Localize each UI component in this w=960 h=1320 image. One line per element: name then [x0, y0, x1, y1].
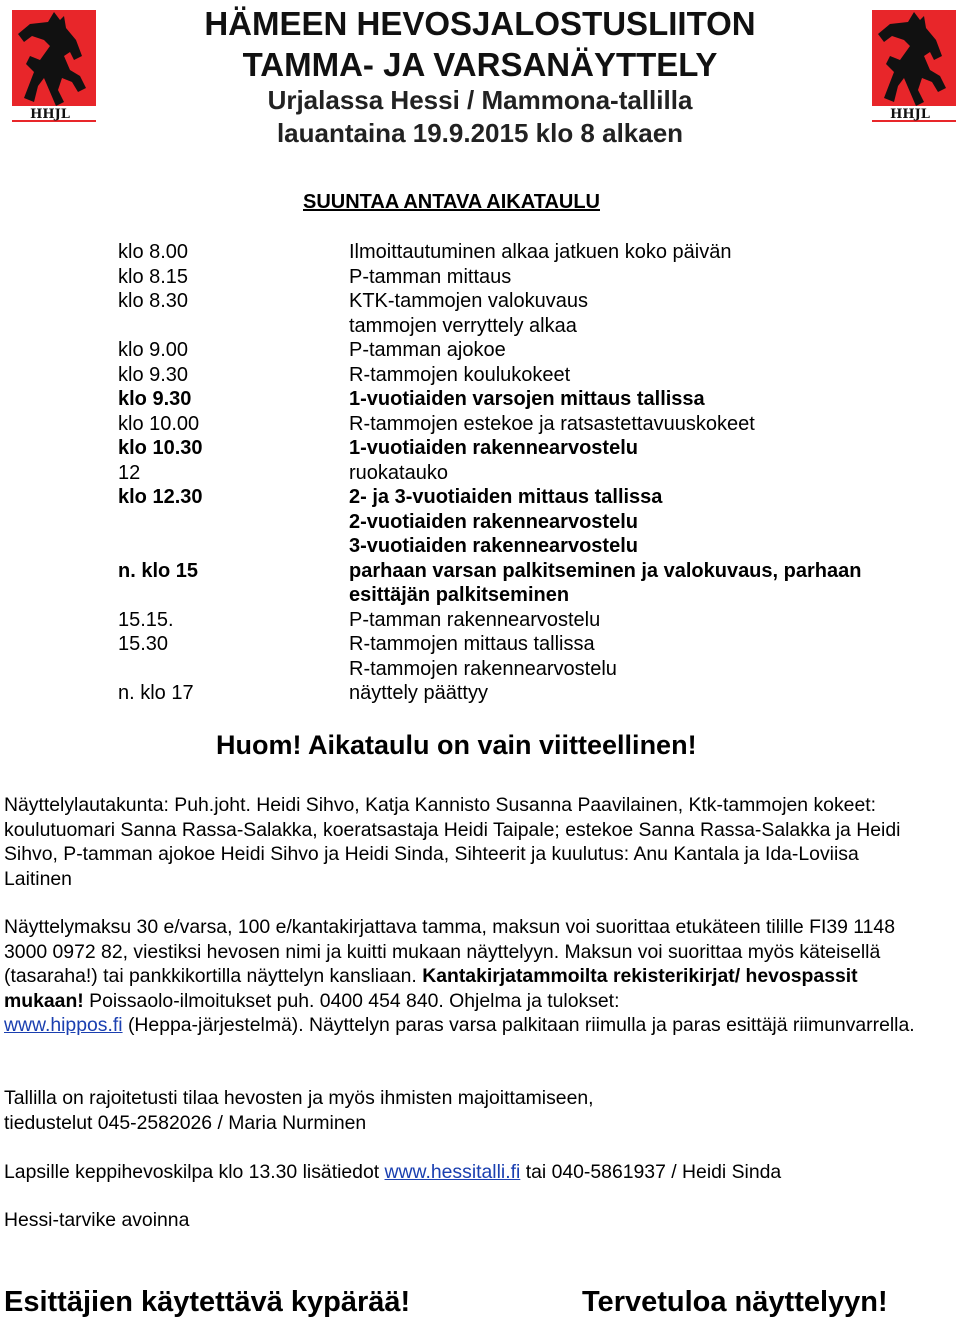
schedule-desc: parhaan varsan palkitseminen ja valokuvaus, parhaan esittäjän palkitseminen: [349, 559, 862, 606]
schedule-time: 15.15.: [118, 608, 174, 631]
hippos-link[interactable]: www.hippos.fi: [4, 1014, 123, 1036]
schedule-desc: ruokatauko: [349, 461, 448, 484]
schedule-time: klo 9.00: [118, 339, 189, 361]
schedule-desc: 3-vuotiaiden rakennearvostelu: [349, 535, 638, 557]
schedule-time: klo 8.30: [118, 290, 189, 312]
fee-text-1: Näyttelymaksu 30 e/varsa, 100 e/kantakirjattava tamma, maksun voi suorittaa etukäteen tilille FI39 1148 3000 0972 82, viestiksi hevosen nimi ja kuitti mukaan näyttelyyn. Maksun voi suorittaa myös käteisellä (tasaraha!) tai pankkikortilla näyttelyn kansliaan.: [4, 916, 895, 987]
event-date: lauantaina 19.9.2015 klo 8 alkaen: [276, 118, 684, 148]
schedule-desc: 2- ja 3-vuotiaiden mittaus tallissa: [349, 486, 663, 508]
shop-note: Hessi-tarvike avoinna: [4, 1209, 190, 1231]
schedule-row: [0, 534, 960, 559]
schedule-desc: 1-vuotiaiden varsojen mittaus tallissa: [349, 388, 705, 410]
schedule-row: [0, 559, 960, 608]
schedule-desc: P-tamman ajokoe: [349, 339, 506, 361]
schedule-desc: R-tammojen estekoe ja ratsastettavuuskokeet: [349, 412, 755, 435]
schedule-desc: R-tammojen rakennearvostelu: [349, 657, 617, 680]
welcome-text: Tervetuloa näyttelyyn!: [582, 1286, 888, 1318]
fee-text-3: (Heppa-järjestelmä). Näyttelyn paras varsa palkitaan riimulla ja paras esittäjä riimunvarrella.: [127, 1014, 915, 1036]
schedule-desc: tammojen verryttely alkaa: [349, 314, 577, 337]
schedule-time: n. klo 17: [118, 682, 194, 704]
schedule-time: klo 8.00: [118, 241, 189, 263]
schedule-row: [0, 387, 960, 412]
kids-text-1: Lapsille keppihevoskilpa klo 13.30 lisätiedot: [4, 1161, 380, 1183]
schedule-notice: Huom! Aikataulu on vain viitteellinen!: [216, 730, 697, 760]
schedule-time: klo 10.00: [118, 412, 200, 435]
schedule-list: [0, 240, 960, 706]
svg-text:HHJL: HHJL: [890, 107, 930, 122]
schedule-time: klo 10.30: [118, 437, 203, 459]
schedule-time: 12: [118, 461, 141, 484]
schedule-row: [0, 363, 960, 388]
schedule-desc: näyttely päättyy: [349, 682, 488, 704]
kids-text-2: tai 040-5861937 / Heidi Sinda: [525, 1161, 782, 1183]
schedule-desc: R-tammojen mittaus tallissa: [349, 633, 595, 655]
schedule-time: 15.30: [118, 633, 169, 655]
schedule-time: klo 12.30: [118, 486, 203, 508]
lodging-line-1: Tallilla on rajoitetusti tilaa hevosten ja myös ihmisten majoittamiseen,: [4, 1087, 594, 1109]
schedule-desc: 2-vuotiaiden rakennearvostelu: [349, 510, 638, 533]
title-line-2: TAMMA- JA VARSANÄYTTELY: [242, 46, 718, 83]
schedule-row: [0, 510, 960, 535]
jury-paragraph: Näyttelylautakunta: Puh.joht. Heidi Sihvo, Katja Kannisto Susanna Paavilainen, Ktk-tammojen kokeet: koulutuomari Sanna Rassa-Salakka, koeratsastaja Heidi Taipale; estekoe Sanna Rassa-Salakka ja Heidi Sihvo, P-tamman ajokoe Heidi Sihvo ja Heidi Sinda, Sihteerit ja kuulutus: Anu Kantala ja Ida-Loviisa Laitinen: [4, 794, 901, 890]
svg-text:HHJL: HHJL: [30, 107, 70, 122]
schedule-desc: KTK-tammojen valokuvaus: [349, 290, 588, 312]
kids-paragraph: [4, 1160, 924, 1185]
schedule-row: [0, 436, 960, 461]
schedule-desc: P-tamman rakennearvostelu: [349, 608, 601, 631]
schedule-row: [0, 461, 960, 486]
hessitalli-link[interactable]: www.hessitalli.fi: [384, 1161, 521, 1183]
schedule-row: [0, 657, 960, 682]
schedule-row: [0, 314, 960, 339]
schedule-row: [0, 338, 960, 363]
lodging-paragraph: [4, 1086, 924, 1135]
schedule-time: n. klo 15: [118, 559, 199, 582]
title-line-1: HÄMEEN HEVOSJALOSTUSLIITON: [204, 5, 756, 42]
schedule-desc: Ilmoittautuminen alkaa jatkuen koko päivän: [349, 241, 732, 263]
schedule-row: [0, 632, 960, 657]
schedule-time: klo 9.30: [118, 363, 189, 386]
schedule-row: [0, 485, 960, 510]
schedule-time: klo 8.15: [118, 265, 189, 288]
lodging-line-2: tiedustelut 045-2582026 / Maria Nurminen: [4, 1111, 367, 1134]
schedule-desc: 1-vuotiaiden rakennearvostelu: [349, 437, 638, 459]
fee-paragraph: [4, 915, 924, 1038]
schedule-row: [0, 412, 960, 437]
schedule-heading: SUUNTAA ANTAVA AIKATAULU: [303, 191, 600, 213]
schedule-row: [0, 681, 960, 706]
fee-bold-note: Kantakirjatammoilta rekisterikirjat/ hevospassit mukaan!: [4, 965, 858, 1012]
schedule-desc: P-tamman mittaus: [349, 265, 512, 288]
schedule-row: [0, 608, 960, 633]
schedule-row: [0, 240, 960, 265]
schedule-row: [0, 265, 960, 290]
schedule-time: klo 9.30: [118, 388, 192, 410]
fee-text-2: Poissaolo-ilmoitukset puh. 0400 454 840. Ohjelma ja tulokset:: [89, 989, 620, 1012]
helmet-notice: Esittäjien käytettävä kypärää!: [4, 1286, 411, 1318]
event-place: Urjalassa Hessi / Mammona-tallilla: [267, 85, 693, 115]
schedule-desc: R-tammojen koulukokeet: [349, 363, 571, 386]
schedule-row: [0, 289, 960, 314]
